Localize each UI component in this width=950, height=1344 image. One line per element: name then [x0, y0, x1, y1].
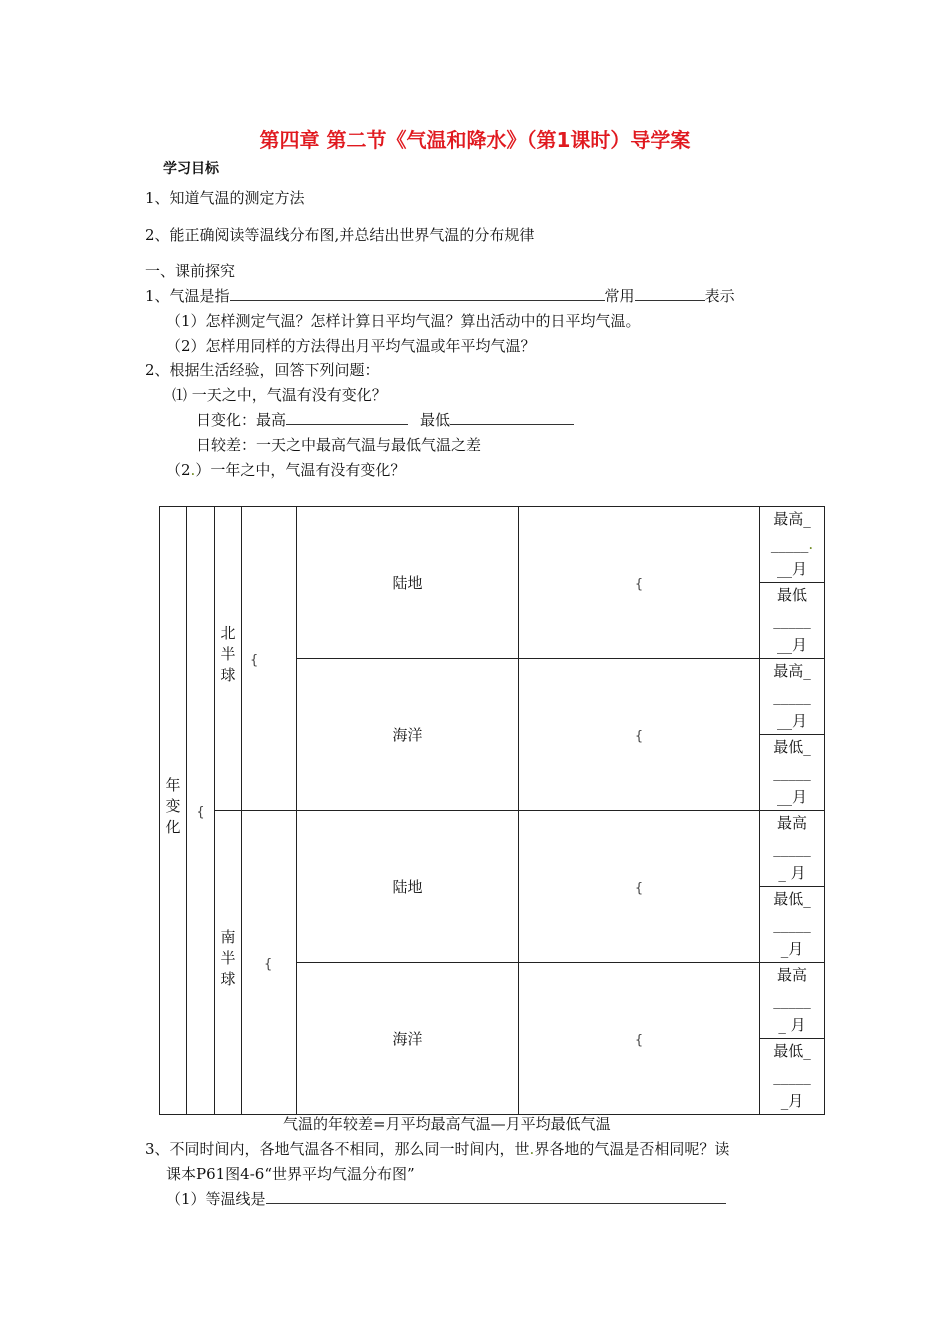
surface-label: 海洋 — [392, 726, 423, 744]
answer-cell[interactable] — [519, 963, 760, 1115]
daily-range-definition: 日较差：一天之中最高气温与最低气温之差 — [196, 436, 482, 454]
q1-mid: 常用 — [604, 287, 635, 305]
q1-sub-1: （1）怎样测定气温？怎样计算日平均气温？算出活动中的日平均气温。 — [166, 312, 641, 330]
lowest-month-cell[interactable]: 最低_ _____ _月 — [760, 1039, 825, 1115]
q1-sub-2: （2）怎样用同样的方法得出月平均气温或年平均气温？ — [166, 337, 536, 355]
q3-sub-1 — [166, 1188, 726, 1209]
brace-symbol: { — [264, 956, 273, 972]
highest-month-cell[interactable]: 最高 _____ _ 月 — [760, 811, 825, 887]
brace-symbol: { — [634, 1032, 644, 1048]
north-hemisphere-cell — [215, 507, 242, 811]
surface-label: 陆地 — [392, 878, 423, 896]
question-2: 2、根据生活经验，回答下列问题： — [145, 361, 380, 379]
surface-cell — [297, 811, 519, 963]
highest-month-cell[interactable]: 最高 _____ _ 月 — [760, 963, 825, 1039]
question-3-line-2: 课本P61图4-6“世界平均气温分布图” — [166, 1165, 415, 1183]
annual-range-definition: 气温的年较差=月平均最高气温—月平均最低气温 — [283, 1115, 611, 1133]
highest-month-cell[interactable]: 最高_ _____ __月 — [760, 659, 825, 735]
daily-change-line — [196, 409, 574, 430]
annual-change-table — [159, 506, 825, 1115]
q1-prefix: 1、气温是指 — [145, 287, 230, 305]
section-heading: 一、课前探究 — [145, 262, 236, 280]
surface-label: 海洋 — [392, 1030, 423, 1048]
lowest-month-cell[interactable]: 最低 _____ __月 — [760, 583, 825, 659]
answer-cell[interactable] — [519, 811, 760, 963]
brace-symbol: { — [634, 576, 644, 592]
q1-suffix: 表示 — [704, 287, 735, 305]
isotherm-blank[interactable] — [266, 1189, 726, 1204]
answer-cell[interactable] — [519, 507, 760, 659]
q2-sub-2: （2.）一年之中，气温有没有变化？ — [166, 461, 406, 479]
q2-sub-1: ⑴ 一天之中，气温有没有变化？ — [172, 386, 387, 404]
brace-cell-south — [242, 811, 297, 1115]
lowest-month-cell[interactable]: 最低_ _____ __月 — [760, 735, 825, 811]
daily-high-label: 日变化：最高 — [196, 411, 287, 429]
brace-cell-north — [242, 507, 297, 811]
lowest-month-cell[interactable]: 最低_ _____ _月 — [760, 887, 825, 963]
brace-symbol: { — [634, 728, 644, 744]
south-hemisphere-label: 南半球 — [218, 929, 237, 992]
answer-cell[interactable] — [519, 659, 760, 811]
q1-blank-definition[interactable] — [230, 286, 605, 301]
annual-change-label: 年变化 — [163, 777, 182, 840]
objective-2: 2、能正确阅读等温线分布图,并总结出世界气温的分布规律 — [145, 226, 535, 244]
surface-cell — [297, 659, 519, 811]
objectives-heading: 学习目标 — [163, 161, 219, 177]
isotherm-label: （1）等温线是 — [166, 1190, 266, 1208]
page-title: 第四章 第二节《气温和降水》（第1课时）导学案 — [259, 128, 691, 152]
daily-high-blank[interactable] — [286, 410, 408, 425]
brace-symbol: { — [250, 652, 259, 668]
surface-cell — [297, 963, 519, 1115]
highest-month-cell[interactable]: 最高_ _____. __月 — [760, 507, 825, 583]
daily-low-label: 最低 — [420, 411, 451, 429]
question-3-line-1: 3、不同时间内，各地气温各不相同，那么同一时间内，世.界各地的气温是否相同呢？读 — [145, 1140, 730, 1158]
daily-low-blank[interactable] — [450, 410, 574, 425]
brace-cell-1 — [187, 507, 215, 1115]
objective-1: 1、知道气温的测定方法 — [145, 189, 305, 207]
surface-cell — [297, 507, 519, 659]
surface-label: 陆地 — [392, 574, 423, 592]
brace-symbol: { — [634, 880, 644, 896]
annual-change-cell — [160, 507, 187, 1115]
brace-symbol: { — [196, 804, 205, 820]
south-hemisphere-cell — [215, 811, 242, 1115]
north-hemisphere-label: 北半球 — [218, 625, 237, 688]
q1-blank-unit[interactable] — [635, 286, 705, 301]
question-1 — [145, 285, 735, 306]
